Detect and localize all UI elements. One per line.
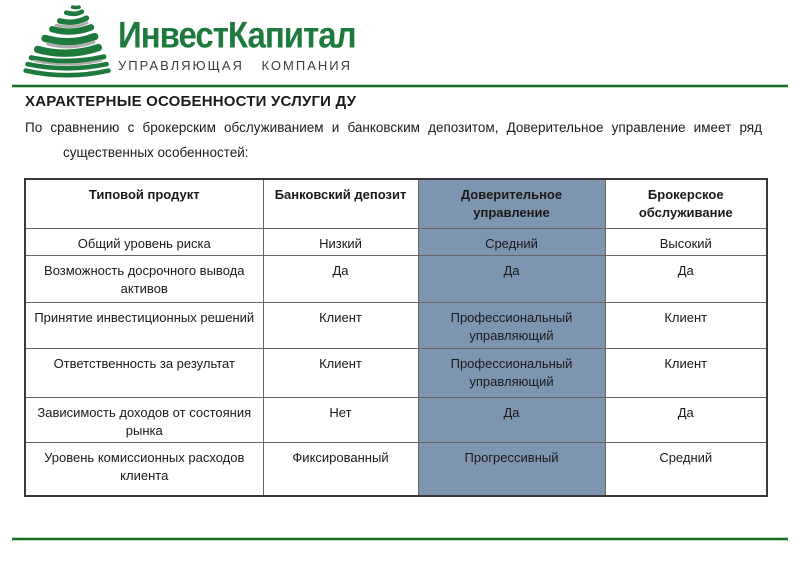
value-cell: Да bbox=[605, 255, 767, 302]
table-header-row bbox=[25, 179, 767, 228]
value-cell: Да bbox=[605, 397, 767, 442]
value-cell: Нет bbox=[263, 397, 418, 442]
table-row bbox=[25, 397, 767, 442]
intro-paragraph: По сравнению с брокерским обслуживанием и банковским депозитом, Доверительное управление имеет ряд существенных особенностей: bbox=[25, 120, 762, 160]
row-label-cell: Уровень комиссионных расходов клиента bbox=[25, 443, 263, 496]
value-cell-highlighted: Да bbox=[418, 397, 605, 442]
value-cell-highlighted: Да bbox=[418, 255, 605, 302]
row-label-cell: Общий уровень риска bbox=[25, 228, 263, 255]
divider-line-top bbox=[12, 84, 788, 88]
table-row bbox=[25, 302, 767, 348]
header-cell-highlighted: Доверительное управление bbox=[418, 179, 605, 228]
table-row bbox=[25, 228, 767, 255]
header-cell: Брокерское обслуживание bbox=[605, 179, 767, 228]
row-label-cell: Зависимость доходов от состояния рынка bbox=[25, 397, 263, 442]
value-cell: Клиент bbox=[263, 348, 418, 397]
value-cell: Средний bbox=[605, 443, 767, 496]
spiral-tree-icon bbox=[22, 4, 114, 82]
header-cell: Банковский депозит bbox=[263, 179, 418, 228]
logo-text bbox=[118, 4, 356, 72]
slide-title: ХАРАКТЕРНЫЕ ОСОБЕННОСТИ УСЛУГИ ДУ bbox=[25, 93, 357, 110]
brand-name: ИнвестКапитал bbox=[118, 13, 356, 56]
value-cell: Да bbox=[263, 255, 418, 302]
company-logo bbox=[22, 4, 356, 82]
row-label-cell: Принятие инвестиционных решений bbox=[25, 302, 263, 348]
header-cell: Типовой продукт bbox=[25, 179, 263, 228]
value-cell-highlighted: Прогрессивный bbox=[418, 443, 605, 496]
table-row bbox=[25, 255, 767, 302]
value-cell-highlighted: Профессиональный управляющий bbox=[418, 302, 605, 348]
value-cell: Высокий bbox=[605, 228, 767, 255]
value-cell: Клиент bbox=[263, 302, 418, 348]
value-cell: Клиент bbox=[605, 348, 767, 397]
table-row bbox=[25, 443, 767, 496]
row-label-cell: Возможность досрочного вывода активов bbox=[25, 255, 263, 302]
comparison-table bbox=[24, 178, 768, 497]
value-cell: Клиент bbox=[605, 302, 767, 348]
value-cell-highlighted: Профессиональный управляющий bbox=[418, 348, 605, 397]
value-cell-highlighted: Средний bbox=[418, 228, 605, 255]
table-row bbox=[25, 348, 767, 397]
row-label-cell: Ответственность за результат bbox=[25, 348, 263, 397]
value-cell: Низкий bbox=[263, 228, 418, 255]
brand-subtitle: УПРАВЛЯЮЩАЯ КОМПАНИЯ bbox=[118, 58, 353, 73]
value-cell: Фиксированный bbox=[263, 443, 418, 496]
divider-line-bottom bbox=[12, 537, 788, 541]
